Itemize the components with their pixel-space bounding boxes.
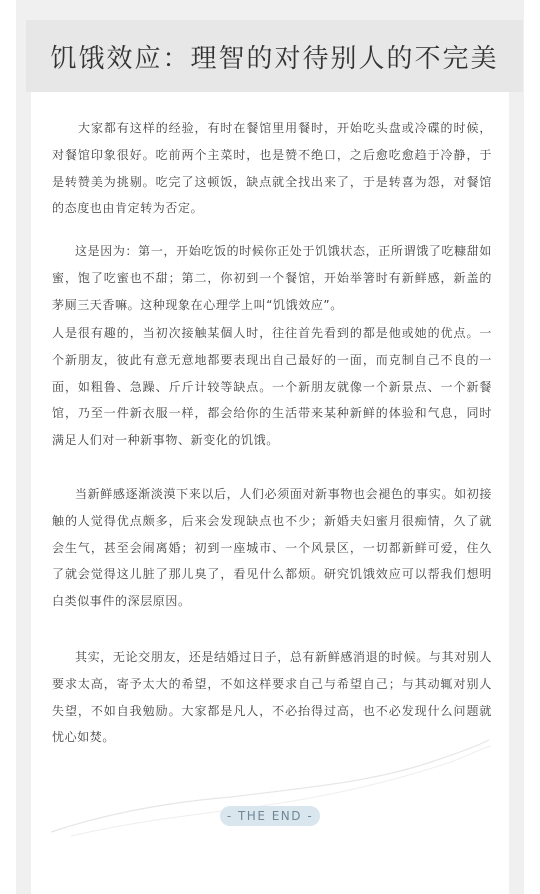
article-body (31, 92, 509, 894)
paragraph-5: 其实，无论交朋友，还是结婚过日子，总有新鲜感消退的时候。与其对别人要求太高，寄予太大的希望，不如这样要求自己与希望自己；与其动辄对别人失望，不如自我勉励。大家都是凡人，不必抬得过高，也不必发现什么问题就忧心如焚。 (52, 650, 492, 745)
the-end-badge: - THE END - (220, 806, 320, 826)
paragraph-3: 人是很有趣的，当初次接触某個人时，往往首先看到的都是他或她的优点。一个新朋友，彼此有意无意地都要表现出自己最好的一面，而克制自己不良的一面，如粗鲁、急躁、斤斤计较等缺点。一个新朋友就像一个新景点、一个新餐馆，乃至一件新衣服一样，都会给你的生活带来某种新鲜的体验和气息，同时满足人们对一种新事物、新变化的饥饿。 (52, 326, 492, 448)
paragraph-1: 大家都有这样的经验，有时在餐馆里用餐时，开始吃头盘或冷碟的时候，对餐馆印象很好。吃前两个主菜时，也是赞不绝口，之后愈吃愈趋于冷静，于是转赞美为挑剔。吃完了这顿饭，缺点就全找出来了，于是转喜为怨，对餐馆的态度也由肯定转为否定。 (52, 121, 492, 216)
paragraph-4: 当新鲜感逐渐淡漠下来以后，人们必须面对新事物也会褪色的事实。如初接触的人觉得优点颇多，后来会发现缺点也不少；新婚夫妇蜜月很痴情，久了就会生气，甚至会闹离婚；初到一座城市、一个风景区，一切都新鲜可爱，住久了就会觉得这儿脏了那儿臭了，看见什么都烦。研究饥饿效应可以帮我们想明白类似事件的深层原因。 (52, 487, 492, 609)
paragraph-2: 这是因为：第一，开始吃饭的时候你正处于饥饿状态，正所谓饿了吃糠甜如蜜，饱了吃蜜也不甜；第二，你初到一个餐馆，开始举箸时有新鲜感，新盖的茅厕三天香嘛。这种现象在心理学上叫“饥饿效应”。 (52, 244, 492, 312)
article-title: 饥饿效应：理智的对待别人的不完美 (50, 43, 499, 74)
title-banner (26, 20, 523, 92)
